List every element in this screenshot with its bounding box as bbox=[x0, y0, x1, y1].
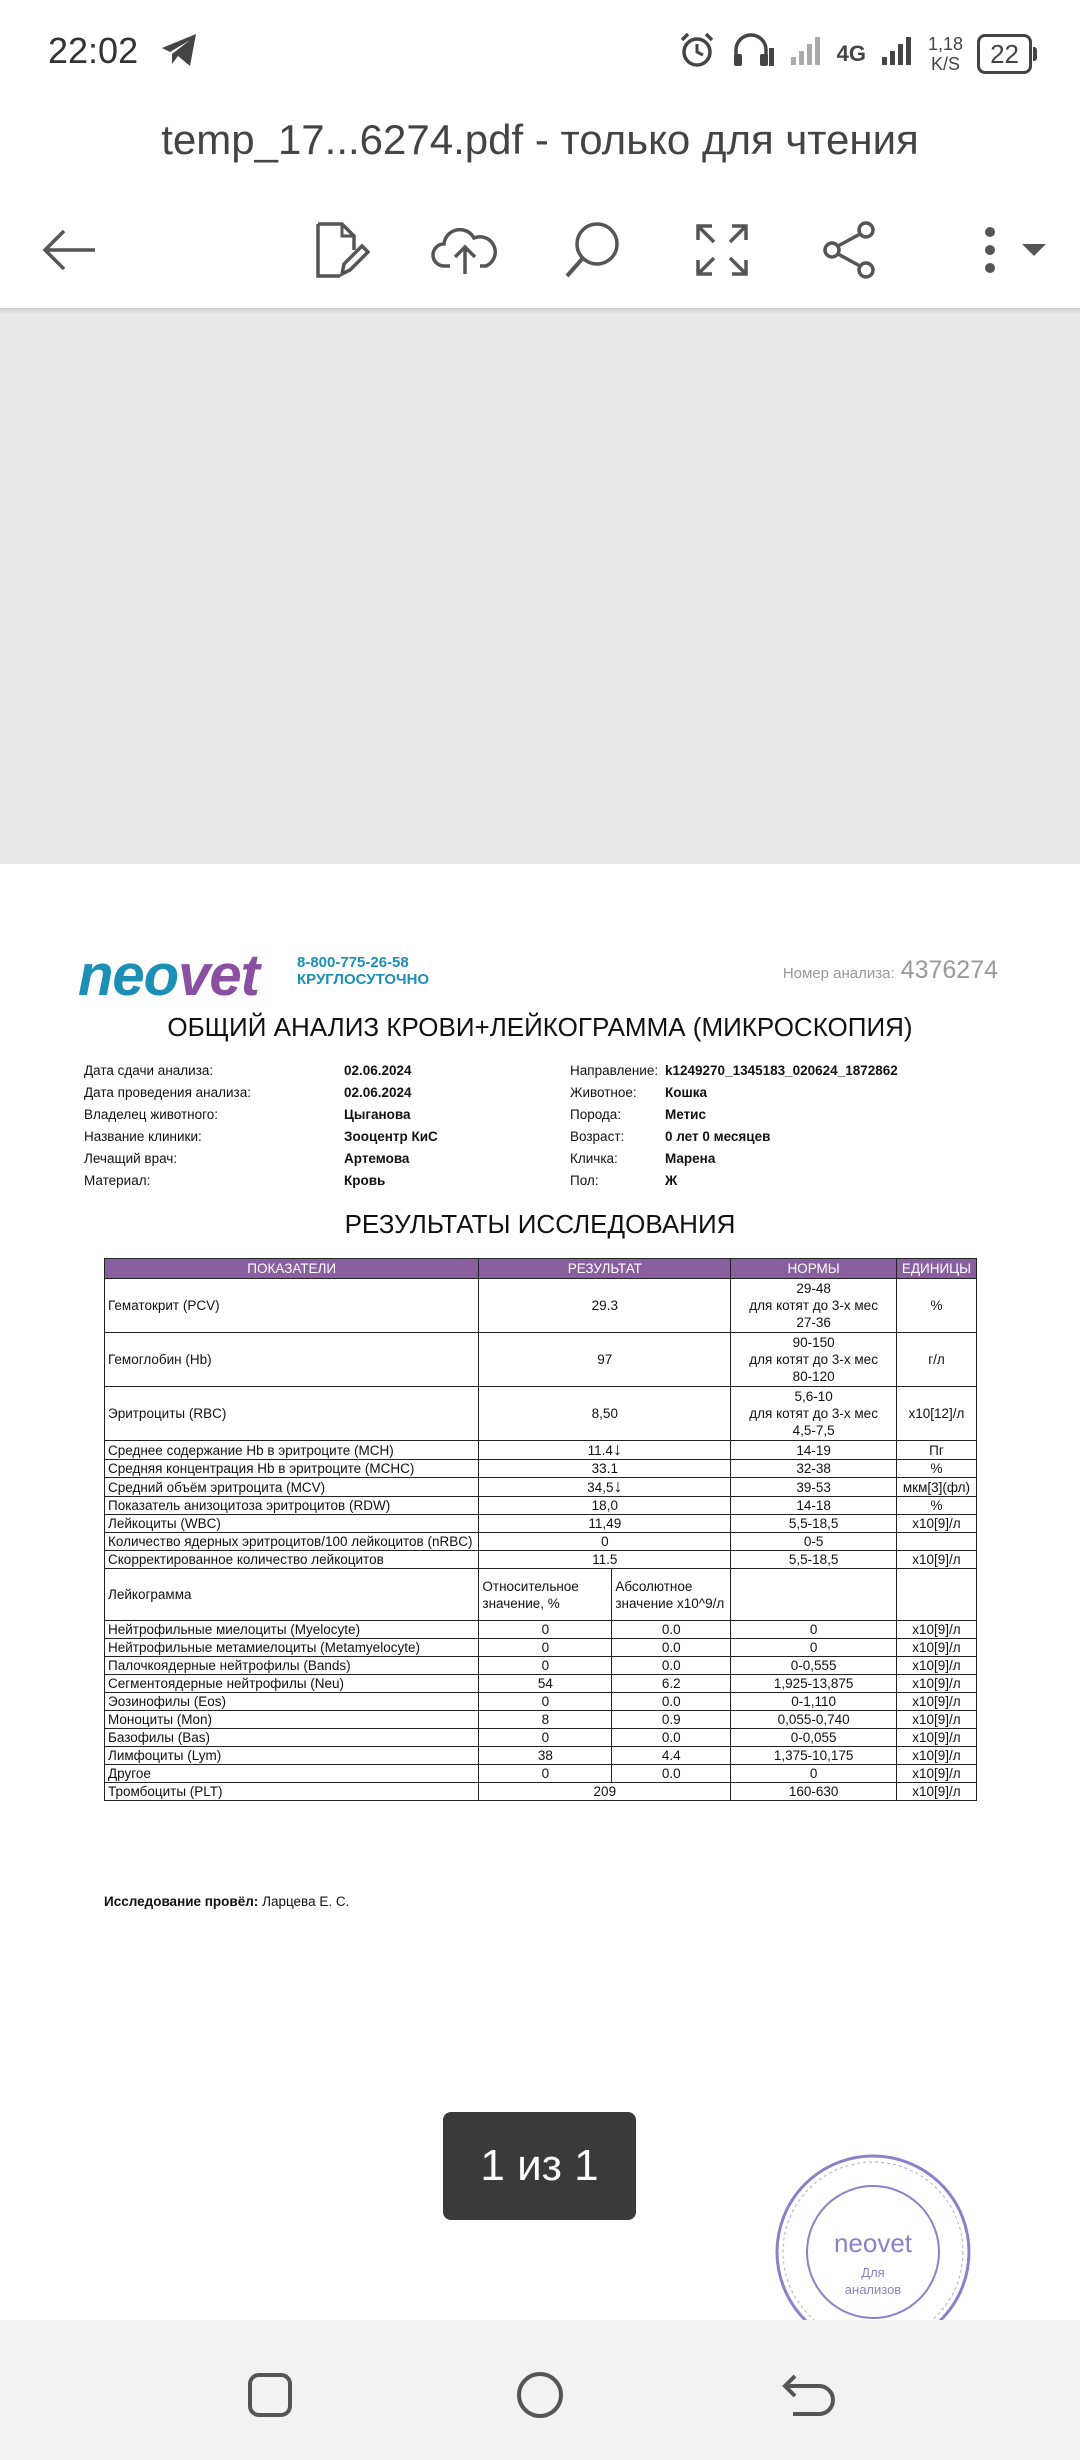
table-row bbox=[105, 1333, 977, 1387]
table-row bbox=[105, 1765, 977, 1783]
table-row bbox=[105, 1441, 977, 1460]
meta-value: Ж bbox=[665, 1173, 678, 1188]
norm-value bbox=[731, 1551, 897, 1569]
norm-value bbox=[731, 1533, 897, 1551]
leukogram-label: Лейкограмма bbox=[105, 1569, 479, 1621]
unit-value: x10[9]/л bbox=[896, 1765, 976, 1783]
indicator-name: Средний объём эритроцита (MCV) bbox=[105, 1478, 479, 1497]
indicator-name: Другое bbox=[105, 1765, 479, 1783]
analysis-title: ОБЩИЙ АНАЛИЗ КРОВИ+ЛЕЙКОГРАММА (МИКРОСКОПИЯ) bbox=[167, 1012, 913, 1042]
result-number: 11.4 bbox=[587, 1443, 613, 1458]
meta-row bbox=[84, 1082, 438, 1104]
norm-line: для котят до 3-х мес bbox=[749, 1298, 878, 1313]
absolute-value: 0.9 bbox=[612, 1711, 731, 1729]
meta-key: Животное: bbox=[570, 1085, 637, 1100]
result-value bbox=[479, 1279, 731, 1333]
result-number: 8,50 bbox=[591, 1406, 618, 1421]
unit-value: x10[9]/л bbox=[896, 1515, 976, 1533]
empty-cell bbox=[731, 1569, 897, 1621]
search-icon[interactable] bbox=[553, 210, 633, 290]
result-value bbox=[479, 1460, 731, 1478]
meta-key: Порода: bbox=[570, 1107, 622, 1122]
unit-value: % bbox=[896, 1279, 976, 1333]
unit-value: г/л bbox=[896, 1333, 976, 1387]
meta-key: Дата проведения анализа: bbox=[84, 1085, 251, 1100]
relative-value: 0 bbox=[479, 1765, 612, 1783]
norm-value: 0-0,055 bbox=[731, 1729, 897, 1747]
back-icon[interactable] bbox=[778, 2365, 838, 2425]
meta-row bbox=[84, 1170, 438, 1192]
table-row bbox=[105, 1551, 977, 1569]
svg-text:анализов: анализов bbox=[844, 2282, 902, 2297]
absolute-value: 6.2 bbox=[612, 1675, 731, 1693]
empty-cell bbox=[896, 1569, 976, 1621]
meta-value: Зооцентр КиС bbox=[344, 1129, 438, 1144]
norm-line: 29-48 bbox=[796, 1281, 831, 1296]
table-row bbox=[105, 1460, 977, 1478]
norm-line: 4,5-7,5 bbox=[792, 1423, 835, 1438]
indicator-name: Гематокрит (PCV) bbox=[105, 1279, 479, 1333]
norm-line: 27-36 bbox=[796, 1315, 831, 1330]
indicator-name: Гемоглобин (Hb) bbox=[105, 1333, 479, 1387]
meta-key: Пол: bbox=[570, 1173, 599, 1188]
header-indicator: ПОКАЗАТЕЛИ bbox=[105, 1259, 479, 1279]
unit-value: x10[9]/л bbox=[896, 1621, 976, 1639]
unit-value: x10[9]/л bbox=[896, 1551, 976, 1569]
share-icon[interactable] bbox=[810, 210, 890, 290]
unit-value: x10[9]/л bbox=[896, 1747, 976, 1765]
header-units: ЕДИНИЦЫ bbox=[896, 1259, 976, 1279]
unit-value: x10[9]/л bbox=[896, 1693, 976, 1711]
meta-key: Название клиники: bbox=[84, 1129, 202, 1144]
norm-value: 0 bbox=[731, 1621, 897, 1639]
clinic-phone: 8-800-775-26-58 КРУГЛОСУТОЧНО bbox=[297, 954, 430, 988]
signal-icon-2 bbox=[880, 33, 914, 75]
unit-value bbox=[896, 1533, 976, 1551]
norm-line: 0-5 bbox=[803, 1534, 824, 1549]
meta-value: Метис bbox=[665, 1107, 706, 1122]
signal-icon bbox=[789, 33, 823, 75]
meta-row bbox=[84, 1060, 438, 1082]
norm-value: 0 bbox=[731, 1765, 897, 1783]
absolute-value: 0.0 bbox=[612, 1729, 731, 1747]
status-bar bbox=[0, 0, 1080, 110]
clock: 22:02 bbox=[48, 30, 139, 71]
meta-row bbox=[84, 1104, 438, 1126]
navigation-bar bbox=[0, 2320, 1080, 2460]
results-table bbox=[104, 1258, 977, 1801]
meta-value: 0 лет 0 месяцев bbox=[665, 1129, 771, 1144]
norm-value: 0-0,555 bbox=[731, 1657, 897, 1675]
relative-value: 54 bbox=[479, 1675, 612, 1693]
indicator-name: Средняя концентрация Hb в эритроците (MCHC) bbox=[105, 1460, 479, 1478]
relative-value: 0 bbox=[479, 1729, 612, 1747]
table-row bbox=[105, 1621, 977, 1639]
meta-key: Направление: bbox=[570, 1063, 659, 1078]
meta-row bbox=[570, 1170, 898, 1192]
result-number: 33.1 bbox=[591, 1461, 618, 1476]
pdf-viewer[interactable] bbox=[0, 314, 1080, 2314]
norm-value bbox=[731, 1441, 897, 1460]
table-row bbox=[105, 1657, 977, 1675]
norm-line: 80-120 bbox=[792, 1369, 835, 1384]
indicator-name: Тромбоциты (PLT) bbox=[105, 1783, 479, 1801]
norm-value bbox=[731, 1333, 897, 1387]
norm-line: 14-18 bbox=[796, 1498, 831, 1513]
norm-line: для котят до 3-х мес bbox=[749, 1406, 878, 1421]
norm-value bbox=[731, 1387, 897, 1441]
meta-key: Кличка: bbox=[570, 1151, 618, 1166]
meta-value: 02.06.2024 bbox=[344, 1063, 412, 1078]
meta-value: Марена bbox=[665, 1151, 716, 1166]
unit-value: Пг bbox=[896, 1441, 976, 1460]
header-result: РЕЗУЛЬТАТ bbox=[479, 1259, 731, 1279]
table-row bbox=[105, 1639, 977, 1657]
low-arrow-icon: ↓ bbox=[613, 1476, 623, 1496]
relative-value: 0 bbox=[479, 1657, 612, 1675]
meta-key: Лечащий врач: bbox=[84, 1151, 178, 1166]
network-type: 4G bbox=[836, 41, 867, 66]
norm-value: 0-1,110 bbox=[731, 1693, 897, 1711]
norm-line: 5,6-10 bbox=[794, 1389, 833, 1404]
norm-line: 90-150 bbox=[792, 1335, 835, 1350]
table-row bbox=[105, 1693, 977, 1711]
result-value bbox=[479, 1478, 731, 1497]
unit-value: % bbox=[896, 1497, 976, 1515]
indicator-name: Эозинофилы (Eos) bbox=[105, 1693, 479, 1711]
norm-value bbox=[731, 1497, 897, 1515]
unit-value: x10[9]/л bbox=[896, 1783, 976, 1801]
result-value bbox=[479, 1333, 731, 1387]
norm-value: 1,925-13,875 bbox=[731, 1675, 897, 1693]
performed-by: Исследование провёл: Ларцева Е. С. bbox=[104, 1894, 350, 1909]
meta-left bbox=[84, 1060, 438, 1192]
page-indicator: 1 из 1 bbox=[443, 2112, 636, 2220]
relative-value: 38 bbox=[479, 1747, 612, 1765]
meta-row bbox=[570, 1082, 898, 1104]
svg-text:Для: Для bbox=[861, 2265, 885, 2280]
absolute-value: 0.0 bbox=[612, 1657, 731, 1675]
unit-value: % bbox=[896, 1460, 976, 1478]
absolute-value: 0.0 bbox=[612, 1693, 731, 1711]
relative-value: 0 bbox=[479, 1639, 612, 1657]
unit-value: x10[9]/л bbox=[896, 1657, 976, 1675]
table-row bbox=[105, 1515, 977, 1533]
unit-value: x10[9]/л bbox=[896, 1639, 976, 1657]
indicator-name: Моноциты (Mon) bbox=[105, 1711, 479, 1729]
indicator-name: Эритроциты (RBC) bbox=[105, 1387, 479, 1441]
result-number: 97 bbox=[597, 1352, 613, 1367]
meta-key: Возраст: bbox=[570, 1129, 625, 1144]
cloud-upload-icon[interactable] bbox=[425, 210, 505, 290]
result-number: 34,5 bbox=[587, 1480, 614, 1495]
norm-line: 39-53 bbox=[796, 1479, 831, 1495]
result-value bbox=[479, 1387, 731, 1441]
absolute-value: 0.0 bbox=[612, 1765, 731, 1783]
leukogram-header-row bbox=[105, 1569, 977, 1621]
meta-row bbox=[570, 1104, 898, 1126]
table-row bbox=[105, 1675, 977, 1693]
results-title: РЕЗУЛЬТАТЫ ИССЛЕДОВАНИЯ bbox=[344, 1209, 736, 1239]
indicator-name: Нейтрофильные миелоциты (Myelocyte) bbox=[105, 1621, 479, 1639]
fullscreen-icon[interactable] bbox=[682, 210, 762, 290]
alarm-icon bbox=[677, 30, 717, 78]
result-number: 0 bbox=[601, 1534, 609, 1549]
meta-row bbox=[84, 1126, 438, 1148]
header-norms: НОРМЫ bbox=[731, 1259, 897, 1279]
meta-row bbox=[570, 1148, 898, 1170]
battery-indicator: 22 bbox=[977, 34, 1032, 74]
meta-key: Дата сдачи анализа: bbox=[84, 1063, 214, 1078]
more-icon[interactable] bbox=[950, 210, 1060, 290]
unit-value: мкм[3](фл) bbox=[896, 1478, 976, 1497]
table-row bbox=[105, 1729, 977, 1747]
low-arrow-icon: ↓ bbox=[612, 1439, 622, 1459]
indicator-name: Скорректированное количество лейкоцитов bbox=[105, 1551, 479, 1569]
edit-icon[interactable] bbox=[300, 210, 380, 290]
norm-line: 32-38 bbox=[796, 1461, 831, 1476]
table-row bbox=[105, 1747, 977, 1765]
table-row bbox=[105, 1478, 977, 1497]
neovet-logo: neovet bbox=[78, 943, 259, 1008]
meta-value: Кровь bbox=[344, 1173, 386, 1188]
result-value bbox=[479, 1515, 731, 1533]
meta-row bbox=[570, 1060, 898, 1082]
indicator-name: Лейкоциты (WBC) bbox=[105, 1515, 479, 1533]
table-row bbox=[105, 1279, 977, 1333]
unit-value: x10[9]/л bbox=[896, 1675, 976, 1693]
document-title: temp_17...6274.pdf - только для чтения bbox=[161, 116, 919, 163]
meta-key: Владелец животного: bbox=[84, 1107, 219, 1122]
indicator-name: Нейтрофильные метамиелоциты (Metamyelocyte) bbox=[105, 1639, 479, 1657]
norm-line: 5,5-18,5 bbox=[788, 1516, 839, 1531]
meta-value: Цыганова bbox=[344, 1107, 411, 1122]
table-row bbox=[105, 1783, 977, 1801]
meta-value: 02.06.2024 bbox=[344, 1085, 412, 1100]
meta-row bbox=[84, 1148, 438, 1170]
home-icon[interactable] bbox=[510, 2365, 570, 2425]
result-number: 11.5 bbox=[592, 1552, 618, 1567]
unit-value: x10[12]/л bbox=[896, 1387, 976, 1441]
unit-value: x10[9]/л bbox=[896, 1729, 976, 1747]
svg-text:neovet: neovet bbox=[833, 2228, 913, 2258]
norm-value bbox=[731, 1478, 897, 1497]
indicator-name: Среднее содержание Hb в эритроците (MCH) bbox=[105, 1441, 479, 1460]
net-speed: 1,18 K/S bbox=[928, 34, 964, 74]
indicator-name: Показатель анизоцитоза эритроцитов (RDW) bbox=[105, 1497, 479, 1515]
meta-value: k1249270_1345183_020624_1872862 bbox=[665, 1063, 898, 1078]
result-value bbox=[479, 1551, 731, 1569]
meta-value: Артемова bbox=[344, 1151, 410, 1166]
indicator-name: Количество ядерных эритроцитов/100 лейкоцитов (nRBC) bbox=[105, 1533, 479, 1551]
relative-value: 0 bbox=[479, 1621, 612, 1639]
norm-line: для котят до 3-х мес bbox=[749, 1352, 878, 1367]
table-header bbox=[105, 1259, 977, 1279]
result-value bbox=[479, 1441, 731, 1460]
absolute-value: 0.0 bbox=[612, 1639, 731, 1657]
meta-row bbox=[570, 1126, 898, 1148]
relative-value: 0 bbox=[479, 1693, 612, 1711]
relative-value: 8 bbox=[479, 1711, 612, 1729]
norm-line: 5,5-18,5 bbox=[788, 1552, 839, 1567]
unit-value: x10[9]/л bbox=[896, 1711, 976, 1729]
meta-value: Кошка bbox=[665, 1085, 708, 1100]
norm-value: 0 bbox=[731, 1639, 897, 1657]
norm-value bbox=[731, 1460, 897, 1478]
back-arrow-icon[interactable] bbox=[30, 210, 110, 290]
result-value bbox=[479, 1497, 731, 1515]
result-number: 29.3 bbox=[591, 1298, 618, 1313]
relative-header: Относительное значение, % bbox=[479, 1569, 612, 1621]
absolute-header: Абсолютное значение x10^9/л bbox=[612, 1569, 731, 1621]
headphones-icon bbox=[731, 30, 775, 78]
table-row bbox=[105, 1497, 977, 1515]
recents-icon[interactable] bbox=[240, 2365, 300, 2425]
norm-value bbox=[731, 1515, 897, 1533]
indicator-name: Лимфоциты (Lym) bbox=[105, 1747, 479, 1765]
meta-key: Материал: bbox=[84, 1173, 151, 1188]
norm-line: 14-19 bbox=[796, 1442, 831, 1458]
analysis-number: Номер анализа: 4376274 bbox=[782, 956, 998, 984]
result-number: 18,0 bbox=[591, 1498, 618, 1513]
indicator-name: Сегментоядерные нейтрофилы (Neu) bbox=[105, 1675, 479, 1693]
result-number: 11,49 bbox=[588, 1516, 622, 1531]
meta-right bbox=[570, 1060, 898, 1192]
table-row bbox=[105, 1711, 977, 1729]
absolute-value: 0.0 bbox=[612, 1621, 731, 1639]
norm-value bbox=[731, 1279, 897, 1333]
table-row bbox=[105, 1533, 977, 1551]
telegram-icon bbox=[160, 32, 200, 73]
norm-value: 160-630 bbox=[731, 1783, 897, 1801]
table-row bbox=[105, 1387, 977, 1441]
norm-value: 0,055-0,740 bbox=[731, 1711, 897, 1729]
indicator-name: Палочкоядерные нейтрофилы (Bands) bbox=[105, 1657, 479, 1675]
result-value bbox=[479, 1533, 731, 1551]
absolute-value: 4.4 bbox=[612, 1747, 731, 1765]
toolbar bbox=[0, 190, 1080, 310]
norm-value: 1,375-10,175 bbox=[731, 1747, 897, 1765]
indicator-name: Базофилы (Bas) bbox=[105, 1729, 479, 1747]
result-value: 209 bbox=[479, 1783, 731, 1801]
